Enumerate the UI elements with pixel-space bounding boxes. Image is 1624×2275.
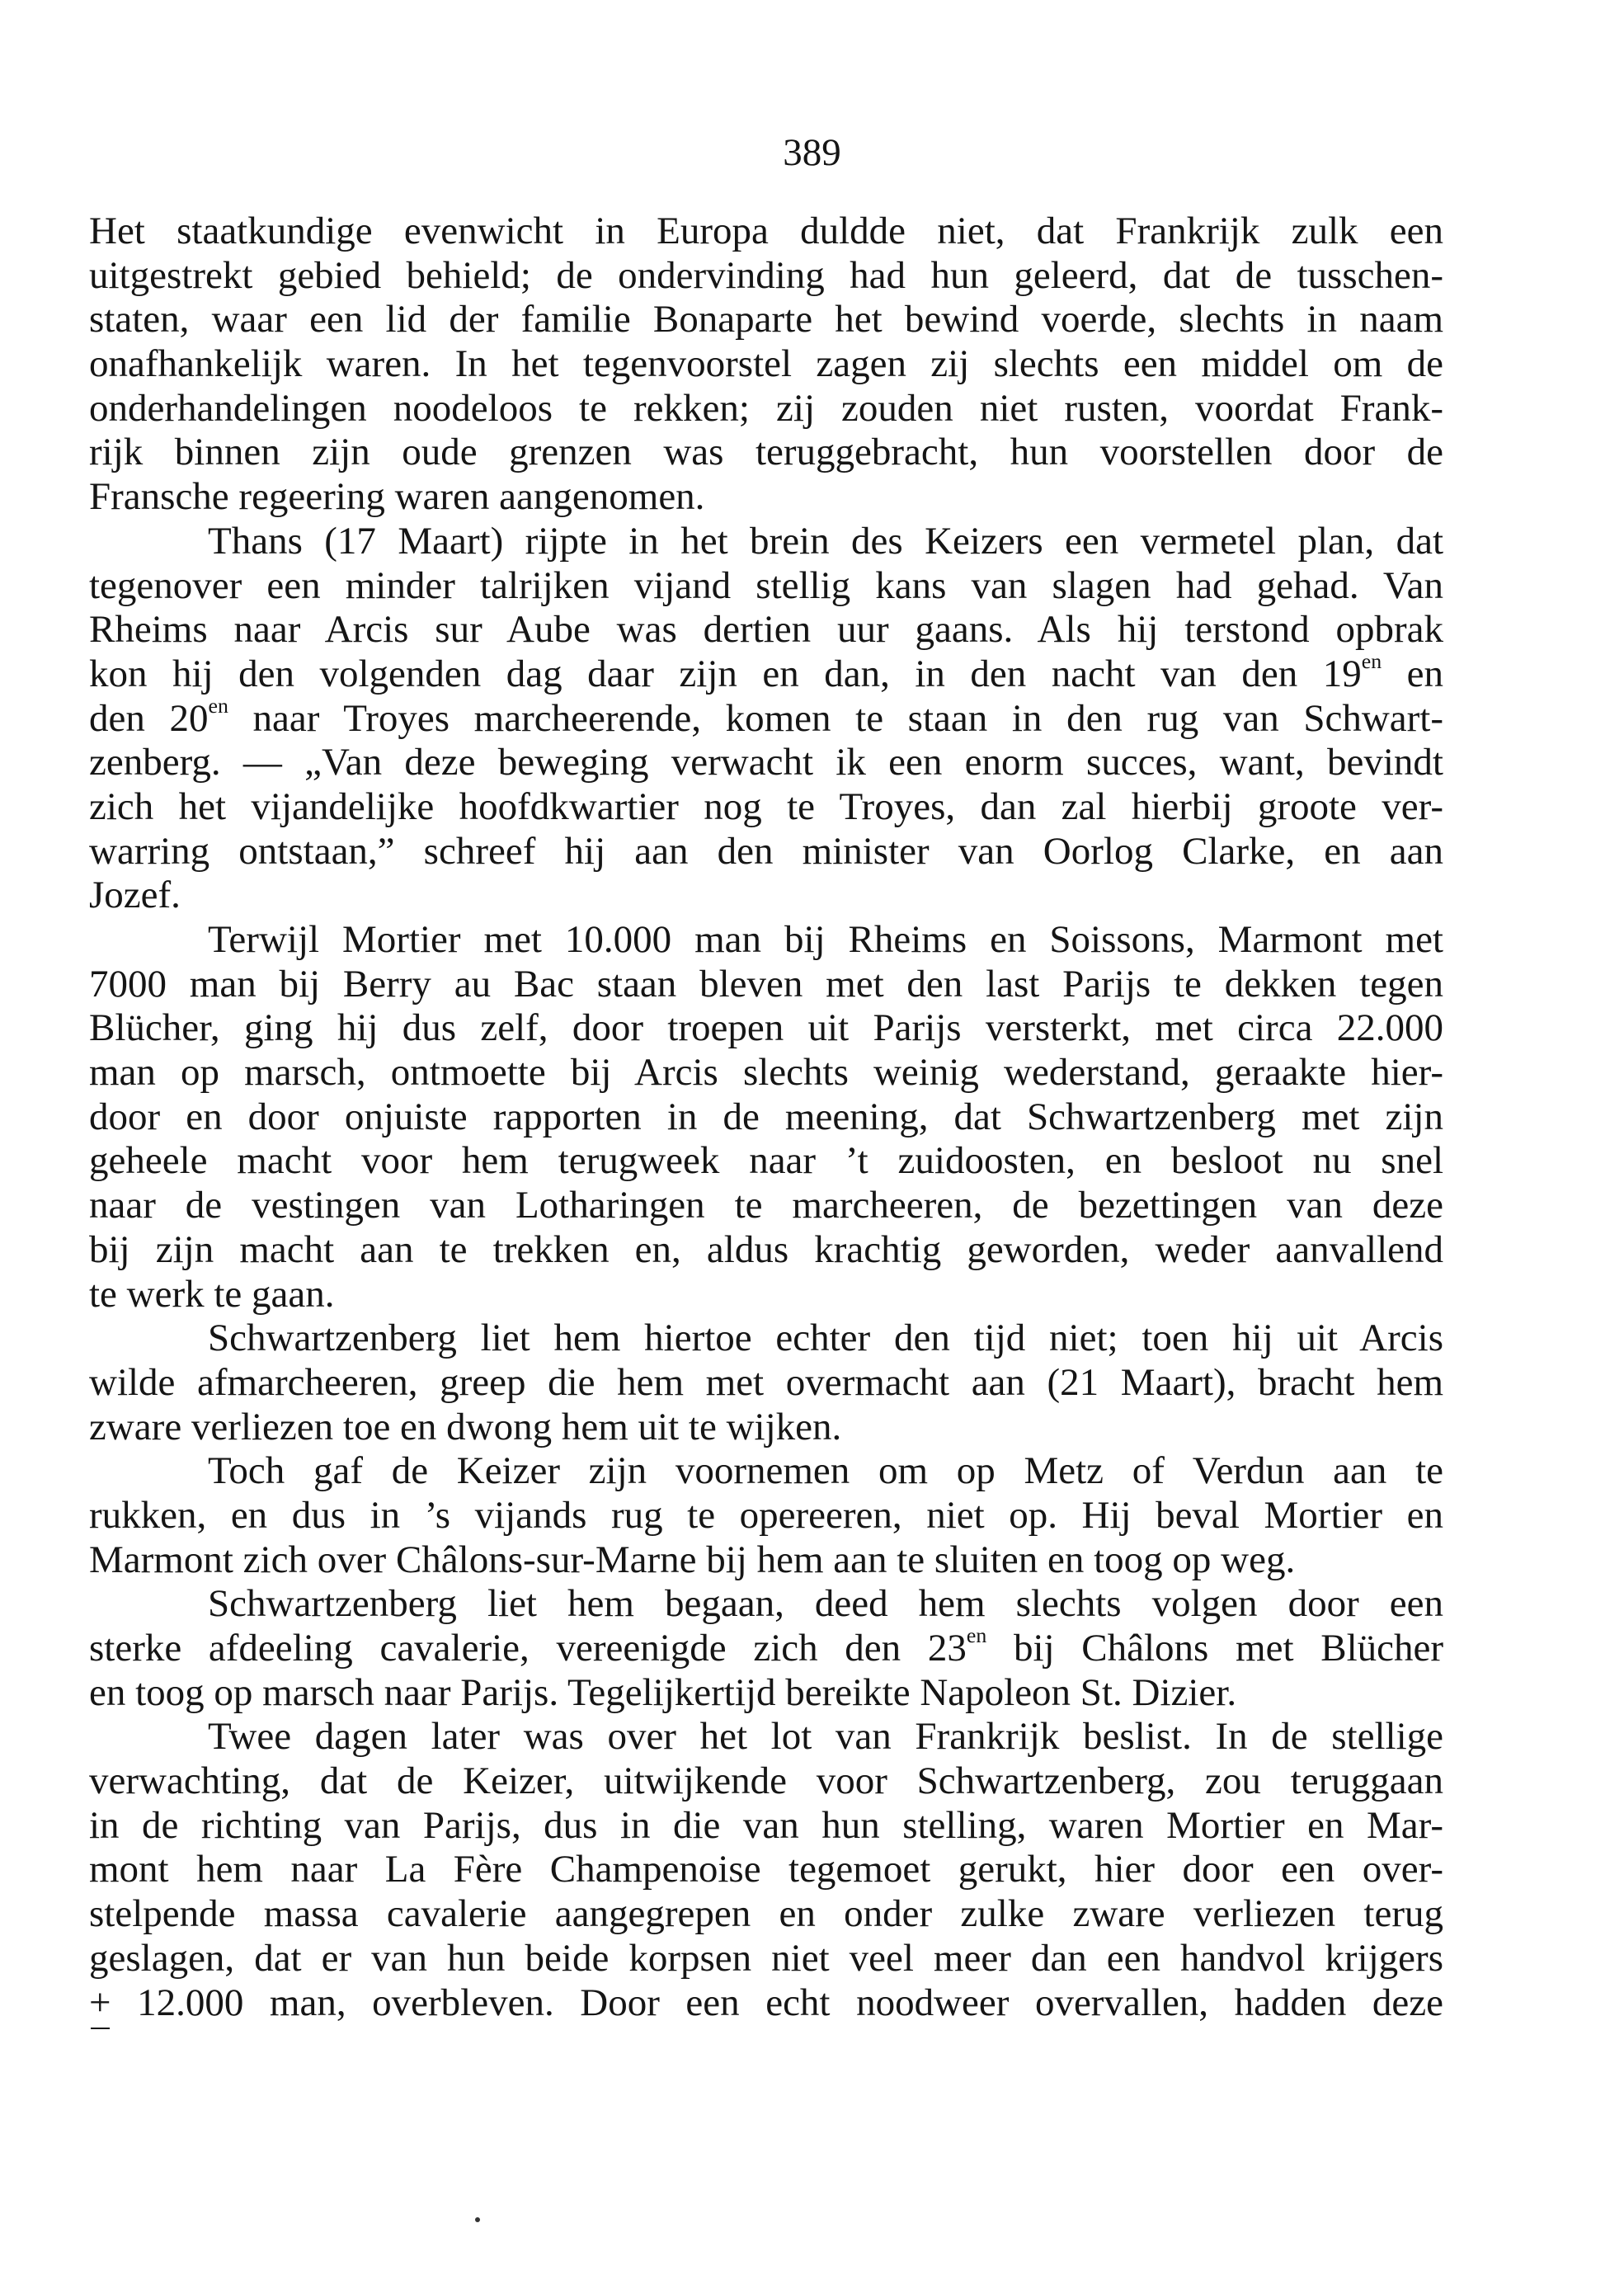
text-line: onafhankelijk waren. In het tegenvoorstel zagen zij slechts een middel om de [89,342,1443,386]
text-line: stelpende massa cavalerie aangegrepen en onder zulke zware verliezen terug [89,1892,1443,1936]
text-line: Schwartzenberg liet hem begaan, deed hem slechts volgen door een [208,1582,1443,1626]
line-text: en [1382,652,1443,695]
line-text: bij Châlons met Blücher [986,1627,1443,1670]
text-line [89,1623,1443,1671]
ordinal-superscript: en [1361,648,1382,673]
text-line: Rheims naar Arcis sur Aube was dertien uur gaans. Als hij terstond opbrak [89,608,1443,652]
line-text: sterke afdeeling cavalerie, vereenigde zich den 23 [89,1627,967,1670]
ordinal-superscript: en [208,693,228,718]
text-line: zenberg. — „Van deze beweging verwacht ik een enorm succes, want, bevindt [89,741,1443,784]
text-line: bij zijn macht aan te trekken en, aldus krachtig geworden, weder aanvallend [89,1227,1443,1271]
ordinal-superscript: en [966,1623,987,1648]
text-line: Twee dagen later was over het lot van Frankrijk beslist. In de stellige [208,1715,1443,1759]
text-line: tegenover een minder talrijken vijand stellig kans van slagen had gehad. Van [89,563,1443,607]
text-line: wilde afmarcheeren, greep die hem met overmacht aan (21 Maart), bracht hem [89,1360,1443,1404]
text-line: rijk binnen zijn oude grenzen was teruggebracht, hun voorstellen door de [89,431,1443,474]
ink-speck [475,2217,480,2222]
text-line: warring ontstaan,” schreef hij aan den minister van Oorlog Clarke, en aan [89,829,1443,873]
line-text: den 20 [89,696,209,740]
text-line: en toog op marsch naar Parijs. Tegelijkertijd bereikte Napoleon St. Dizier. [89,1670,1237,1714]
text-line: man op marsch, ontmoette bij Arcis slechts weinig wederstand, geraakte hier- [89,1051,1443,1095]
line-text: kon hij den volgenden dag daar zijn en dan, in den nacht van den 19 [89,652,1362,695]
line-text: naar Troyes marcheerende, komen te staan in den rug van Schwart- [228,696,1443,740]
text-line: Terwijl Mortier met 10.000 man bij Rheims en Soissons, Marmont met [208,918,1443,961]
text-line: staten, waar een lid der familie Bonaparte het bewind voerde, slechts in naam [89,298,1443,341]
text-line: Thans (17 Maart) rijpte in het brein des Keizers een vermetel plan, dat [208,519,1443,563]
text-line: Marmont zich over Châlons-sur-Marne bij hem aan te sluiten en toog op weg. [89,1538,1296,1581]
text-line: uitgestrekt gebied behield; de ondervinding had hun geleerd, dat de tusschen- [89,253,1443,297]
text-line: verwachting, dat de Keizer, uitwijkende voor Schwartzenberg, zou teruggaan [89,1759,1443,1803]
text-line: Fransche regeering waren aangenomen. [89,475,705,519]
text-line: mont hem naar La Fère Champenoise tegemoet gerukt, hier door een over- [89,1848,1443,1891]
text-line: zich het vijandelijke hoofdkwartier nog te Troyes, dan zal hierbij groote ver- [89,784,1443,828]
text-line [89,648,1443,697]
text-line: Jozef. [89,874,181,917]
text-line: Het staatkundige evenwicht in Europa duldde niet, dat Frankrijk zulk een [89,210,1443,252]
text-line: zware verliezen toe en dwong hem uit te wijken. [89,1405,842,1448]
text-line: naar de vestingen van Lotharingen te marcheeren, de bezettingen van deze [89,1184,1443,1227]
text-line [89,1981,1443,2026]
line-text: 12.000 man, overbleven. Door een echt noodweer overvallen, hadden deze [111,1981,1443,2024]
text-line: Schwartzenberg liet hem hiertoe echter den tijd niet; toen hij uit Arcis [208,1316,1443,1360]
text-line: Toch gaf de Keizer zijn voornemen om op Metz of Verdun aan te [208,1449,1443,1493]
text-line: in de richting van Parijs, dus in die van hun stelling, waren Mortier en Mar- [89,1803,1443,1847]
text-line: geheele macht voor hem terugweek naar ’t zuidoosten, en besloot nu snel [89,1139,1443,1183]
text-line: geslagen, dat er van hun beide korpsen niet veel meer dan een handvol krijgers [89,1936,1443,1980]
approximately-sign: + [89,1981,111,2024]
text-line: rukken, en dus in ’s vijands rug te opereeren, niet op. Hij beval Mortier en [89,1493,1443,1537]
text-line: te werk te gaan. [89,1272,335,1316]
text-line: door en door onjuiste rapporten in de meening, dat Schwartzenberg met zijn [89,1095,1443,1138]
text-line [89,693,1443,742]
page-number: 389 [783,131,841,174]
body-text [89,210,1443,2025]
text-line: onderhandelingen noodeloos te rekken; zij zouden niet rusten, voordat Frank- [89,386,1443,430]
text-line: Blücher, ging hij dus zelf, door troepen uit Parijs versterkt, met circa 22.000 [89,1006,1443,1050]
text-line: 7000 man bij Berry au Bac staan bleven met den last Parijs te dekken tegen [89,962,1443,1006]
